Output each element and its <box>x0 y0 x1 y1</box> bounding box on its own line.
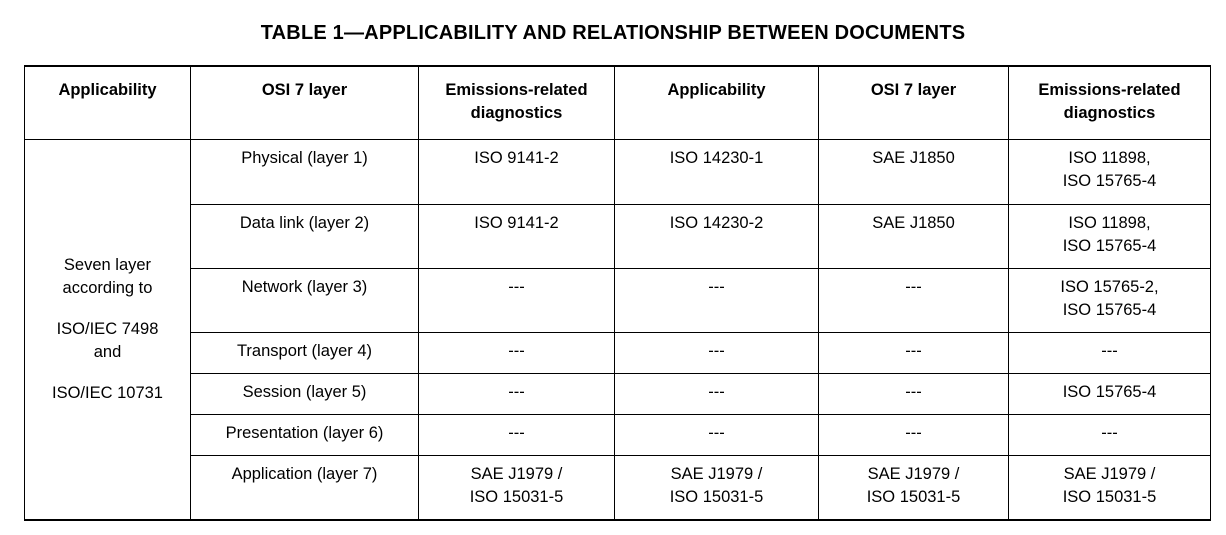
table-row <box>25 414 1211 455</box>
table-cell: ISO 15765-2, ISO 15765-4 <box>1009 268 1211 332</box>
table-row <box>25 455 1211 520</box>
table-cell: SAE J1979 / ISO 15031-5 <box>1009 455 1211 520</box>
table-cell: ISO 11898, ISO 15765-4 <box>1009 139 1211 204</box>
group-text-line: ISO/IEC 7498 <box>56 319 159 338</box>
table-cell: SAE J1850 <box>819 204 1009 268</box>
group-text-line: ISO/IEC 10731 <box>52 383 163 402</box>
table-cell: --- <box>419 268 615 332</box>
table-cell: --- <box>615 414 819 455</box>
layer-cell: Network (layer 3) <box>191 268 419 332</box>
header-cell: OSI 7 layer <box>191 66 419 139</box>
table-cell: --- <box>419 373 615 414</box>
table-cell: --- <box>419 414 615 455</box>
header-cell: OSI 7 layer <box>819 66 1009 139</box>
layer-cell: Transport (layer 4) <box>191 332 419 373</box>
table-cell: --- <box>615 268 819 332</box>
table-cell: ISO 15765-4 <box>1009 373 1211 414</box>
layer-cell: Application (layer 7) <box>191 455 419 520</box>
table-cell: SAE J1979 / ISO 15031-5 <box>819 455 1009 520</box>
header-cell: Applicability <box>615 66 819 139</box>
table-cell: --- <box>615 332 819 373</box>
table-cell: --- <box>819 268 1009 332</box>
table-row <box>25 268 1211 332</box>
table-cell: ISO 14230-2 <box>615 204 819 268</box>
table-title: TABLE 1—APPLICABILITY AND RELATIONSHIP BETWEEN DOCUMENTS <box>260 22 966 44</box>
group-text-line: according to <box>62 278 153 297</box>
table-row <box>25 373 1211 414</box>
table-cell: --- <box>1009 332 1211 373</box>
table-cell: ISO 14230-1 <box>615 139 819 204</box>
table-cell: --- <box>819 373 1009 414</box>
table-cell: --- <box>819 414 1009 455</box>
layer-cell: Data link (layer 2) <box>191 204 419 268</box>
table-row <box>25 332 1211 373</box>
table-cell: ISO 9141-2 <box>419 139 615 204</box>
header-cell: Emissions-related diagnostics <box>419 66 615 139</box>
header-cell: Emissions-related diagnostics <box>1009 66 1211 139</box>
header-row <box>25 66 1211 139</box>
document-table <box>24 65 1211 521</box>
table-cell: --- <box>819 332 1009 373</box>
layer-cell: Physical (layer 1) <box>191 139 419 204</box>
group-text-line: and <box>93 342 122 361</box>
table-cell: --- <box>1009 414 1211 455</box>
group-text-line: Seven layer <box>63 255 152 274</box>
table-cell: ISO 11898, ISO 15765-4 <box>1009 204 1211 268</box>
table-row <box>25 204 1211 268</box>
table-cell: SAE J1850 <box>819 139 1009 204</box>
table-cell: SAE J1979 / ISO 15031-5 <box>615 455 819 520</box>
table-cell: --- <box>615 373 819 414</box>
applicability-group-cell <box>25 139 191 520</box>
header-cell: Applicability <box>25 66 191 139</box>
table-row <box>25 139 1211 204</box>
table-cell: SAE J1979 / ISO 15031-5 <box>419 455 615 520</box>
table-cell: ISO 9141-2 <box>419 204 615 268</box>
layer-cell: Presentation (layer 6) <box>191 414 419 455</box>
layer-cell: Session (layer 5) <box>191 373 419 414</box>
table-cell: --- <box>419 332 615 373</box>
